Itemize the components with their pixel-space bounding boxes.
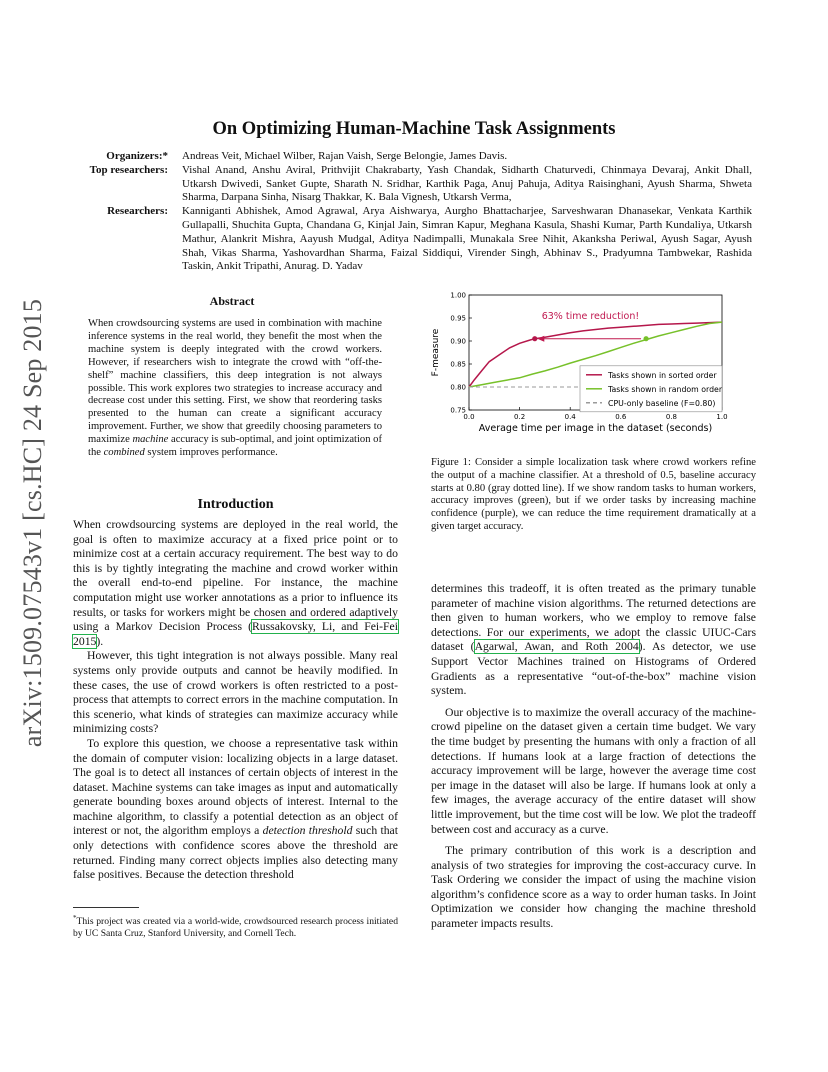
- y-tick-label: 0.95: [450, 314, 466, 323]
- figure-1-chart: [425, 287, 758, 442]
- paragraph-text: determines this tradeoff, it is often treated as the primary tunable parameter of machine vision algorithms. The returned detections are then given to human workers, who we employ to remove false detections. For our experiments, we adopt the classic UIUC-Cars dataset (: [431, 582, 756, 654]
- abstract-part: When crowdsourcing systems are used in combination with machine inference systems in the real world, they benefit the most when the machine system is deeply integrated with the crowd workers. However, if researchers wish to integrate the crowd with “off-the-shelf” machine classifiers, this deep integration is not always possible. This work explores two strategies to increase accuracy and decrease cost under this setting. First, we show that reordering tasks presented to the human can create a significant accuracy improvement. Further, we show that greedily choosing parameters to maximize: [88, 318, 382, 446]
- paragraph-text: ). As detector, we use Support Vector Machines trained on Histograms of Ordered Gradients as a representative “out-of-the-box” machine vision system.: [431, 640, 756, 698]
- y-tick-label: 0.75: [450, 406, 466, 415]
- left-column-body: [73, 518, 398, 883]
- author-block: [70, 150, 752, 274]
- intro-paragraph-2: However, this tight integration is not always possible. Many real systems only provide outputs and cannot be heavily modified. In these cases, the use of crowd workers is often restricted to a post-process that attempts to correct errors in the machine computation. In this scenerio, what kinds of strategies can maximize accuracy while minimizing costs?: [73, 649, 398, 736]
- paragraph-text: When crowdsourcing systems are deployed in the real world, the goal is often to maximize accuracy at a fixed price point or to minimize cost at a certain accuracy requirement. The best way to do this is by tightly integrating the machine and crowd worker within the overall end-to-end pipeline. For instance, the machine computation might use worker annotations as a prior to influence its results, or tasks for workers might be chosen and ordered adaptively using a Markov Decision Process (: [73, 518, 398, 634]
- citation-link[interactable]: Agarwal, Awan, and Roth 2004: [474, 640, 639, 654]
- paragraph-text: To explore this question, we choose a representative task within the domain of computer vision: localizing objects in a large dataset. The goal is to detect all instances of certain objects of interest in the dataset. Machine systems can take images as input and automatically generate bounding boxes around objects of interest. Internal to the machine algorithm, to classify a potential detection as an object of interest or not, the algorithm employs a: [73, 736, 398, 838]
- paper-title: On Optimizing Human-Machine Task Assignments: [212, 119, 616, 139]
- author-role: Organizers:*: [106, 150, 168, 162]
- legend-entry: CPU-only baseline (F=0.80): [608, 398, 716, 408]
- body-paragraph-3: The primary contribution of this work is a description and analysis of two strategies for improving the cost-accuracy curve. In Task Ordering we consider the impact of using the machine vision algorithm’s confidence score as a way to order human tasks. In Joint Optimization we consider how changing the machine threshold parameter impacts results.: [431, 844, 756, 931]
- citation-link[interactable]: Russakovsky, Li, and Fei-Fei 2015: [73, 620, 398, 648]
- abstract-part: system improves performance.: [144, 447, 278, 459]
- legend-entry: Tasks shown in sorted order: [608, 370, 717, 380]
- abstract-part: accuracy is sub-optimal, and joint optimization of the: [88, 434, 382, 459]
- paragraph-text: such that only detections with confidence scores above the threshold are returned. Finding many correct objects implies also detecting many false positives. Because the detection threshold: [73, 824, 398, 882]
- series-marker: [532, 336, 537, 341]
- introduction-heading: Introduction: [197, 497, 274, 512]
- time-reduction-annotation: 63% time reduction!: [541, 311, 640, 322]
- series-marker: [644, 336, 649, 341]
- x-tick-label: 0.6: [615, 413, 627, 421]
- paragraph-text: ).: [96, 634, 104, 648]
- author-names: Andreas Veit, Michael Wilber, Rajan Vaish, Serge Belongie, James Davis.: [182, 150, 508, 162]
- author-names: Kanniganti Abhishek, Amod Agrawal, Arya Aishwarya, Aurgho Bhattacharjee, Sarveshwaran Dhanasekar, Venkata Karthik Gullapalli, Shuchita Gupta, Chandana G, Kinjal Jain, Simran Kapur, Meghana Kasula, Shashi Kumar, Parth Kundaliya, Utkarsh Mathur, Alankrit Mishra, Aayush Mudgal, Aditya Nadimpalli, Munakala Sree Nihit, Akanksha Periwal, Ayush Sagar, Ayush Shah, Vikas Sharma, Yashovardhan Sharma, Faizal Siddiqui, Virender Singh, Abhinav S., Pradyumna Tambwekar, Rashida Taskin, Ankit Tripathi, Anurag. D. Yadav: [182, 205, 752, 273]
- author-row-researchers: [70, 205, 752, 274]
- footnote-rule: [73, 907, 139, 908]
- arxiv-sidebar: [18, 285, 48, 760]
- intro-paragraph-1: [73, 518, 398, 649]
- y-tick-label: 0.90: [450, 337, 466, 346]
- right-column-body: [431, 582, 756, 932]
- author-names: Vishal Anand, Anshu Aviral, Prithvijit Chakrabarty, Yash Chandak, Sidharth Chaturvedi, Chinmaya Devaraj, Ankit Dhall, Utkarsh Dwivedi, Sanket Gupte, Sharath N. Sridhar, Karthik Paga, Anuj Pahuja, Aditya Raisinghani, Ayush Sharma, Shweta Sharma, Darpana Sinha, Nisarg Thakkar, K. Bala Vignesh, Utkarsh Verma,: [182, 163, 752, 204]
- y-tick-label: 0.80: [450, 383, 466, 392]
- author-row-top-researchers: [70, 164, 752, 205]
- y-tick-label: 1.00: [450, 291, 466, 300]
- x-tick-label: 0.8: [665, 413, 677, 421]
- paragraph-emphasis: detection threshold: [262, 824, 353, 838]
- x-tick-label: 0.2: [514, 413, 526, 421]
- x-tick-label: 1.0: [716, 413, 728, 421]
- abstract-emphasis: combined: [103, 447, 145, 459]
- x-tick-label: 0.0: [463, 413, 475, 421]
- y-tick-label: 0.85: [450, 360, 466, 369]
- author-role: Top researchers:: [89, 163, 168, 176]
- y-axis-label: F-measure: [431, 328, 441, 377]
- footnote: [73, 913, 398, 940]
- abstract-text: [88, 318, 382, 460]
- abstract-emphasis: machine: [132, 434, 169, 446]
- abstract-heading: Abstract: [209, 294, 255, 308]
- arxiv-identifier: arXiv:1509.07543v1 [cs.HC] 24 Sep 2015: [18, 298, 47, 747]
- footnote-mark: *: [73, 914, 77, 922]
- author-row-organizers: [70, 150, 752, 164]
- footnote-text: This project was created via a world-wide, crowdsourced research process initiated by UC Santa Cruz, Stanford University, and Cornell Tech.: [73, 916, 398, 939]
- figure-caption: Figure 1: Consider a simple localization task where crowd workers refine the output of a machine classifier. At a threshold of 0.5, baseline accuracy starts at 0.80 (gray dotted line). If we show random tasks to human workers, accuracy improves (green), but if we order tasks by increasing machine confidence (purple), we can reduce the time requirement dramatically at a given target accuracy.: [431, 457, 756, 532]
- x-tick-label: 0.4: [564, 413, 576, 421]
- author-role: Researchers:: [107, 205, 168, 218]
- intro-paragraph-3: [73, 737, 398, 883]
- legend-entry: Tasks shown in random order: [608, 384, 723, 394]
- body-paragraph-1: [431, 582, 756, 699]
- x-axis-label: Average time per image in the dataset (seconds): [478, 423, 713, 434]
- body-paragraph-2: Our objective is to maximize the overall accuracy of the machine-crowd pipeline on the dataset given a certain time budget. We vary the time budget by presenting the humans with only a fraction of all detections. If humans look at a large fraction of detections the accuracy improvement will be large, however the average time cost per image in the dataset will also be large. If humans look at only a few images, the average accuracy of the entire dataset will show little improvement, but the time cost will be low. We plot the tradeoff between cost and accuracy as a curve.: [431, 705, 756, 836]
